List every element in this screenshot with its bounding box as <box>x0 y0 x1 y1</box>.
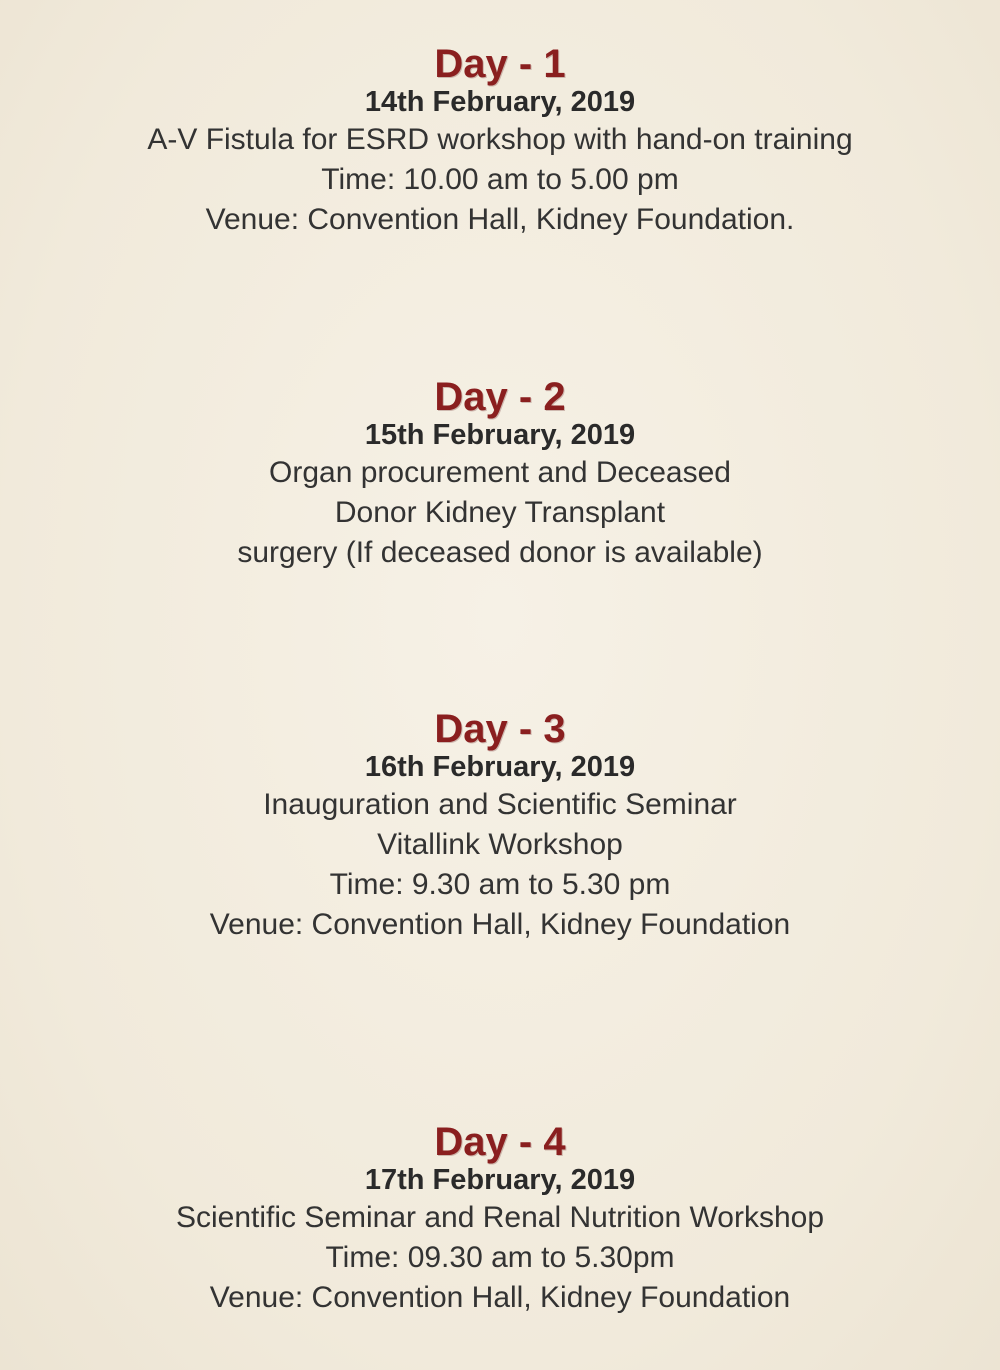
day-3-section <box>0 707 1000 945</box>
day-3-date: 16th February, 2019 <box>364 751 636 783</box>
day-4-time: Time: 09.30 am to 5.30pm <box>325 1241 675 1274</box>
day-1-title: Day - 1 <box>434 42 566 86</box>
day-2-date: 15th February, 2019 <box>364 419 636 451</box>
day-2-event-line-3: surgery (If deceased donor is available) <box>237 536 763 569</box>
day-3-event-line-1: Inauguration and Scientific Seminar <box>263 788 737 821</box>
day-1-section <box>0 42 1000 240</box>
day-1-date: 14th February, 2019 <box>364 86 636 118</box>
day-4-event: Scientific Seminar and Renal Nutrition Workshop <box>175 1201 825 1234</box>
day-4-title: Day - 4 <box>434 1120 566 1164</box>
day-3-title: Day - 3 <box>434 707 566 751</box>
day-2-section <box>0 375 1000 573</box>
day-1-time: Time: 10.00 am to 5.00 pm <box>321 163 679 196</box>
day-3-venue: Venue: Convention Hall, Kidney Foundation <box>209 908 791 941</box>
day-4-section <box>0 1120 1000 1318</box>
day-1-venue: Venue: Convention Hall, Kidney Foundation. <box>205 203 795 236</box>
day-3-event-line-2: Vitallink Workshop <box>377 828 623 861</box>
day-4-venue: Venue: Convention Hall, Kidney Foundation <box>209 1281 791 1314</box>
day-2-title: Day - 2 <box>434 375 566 419</box>
day-2-event-line-2: Donor Kidney Transplant <box>334 496 666 529</box>
day-3-time: Time: 9.30 am to 5.30 pm <box>329 868 671 901</box>
day-2-event-line-1: Organ procurement and Deceased <box>269 456 731 489</box>
day-1-event: A-V Fistula for ESRD workshop with hand-on training <box>147 123 853 156</box>
day-4-date: 17th February, 2019 <box>364 1164 636 1196</box>
